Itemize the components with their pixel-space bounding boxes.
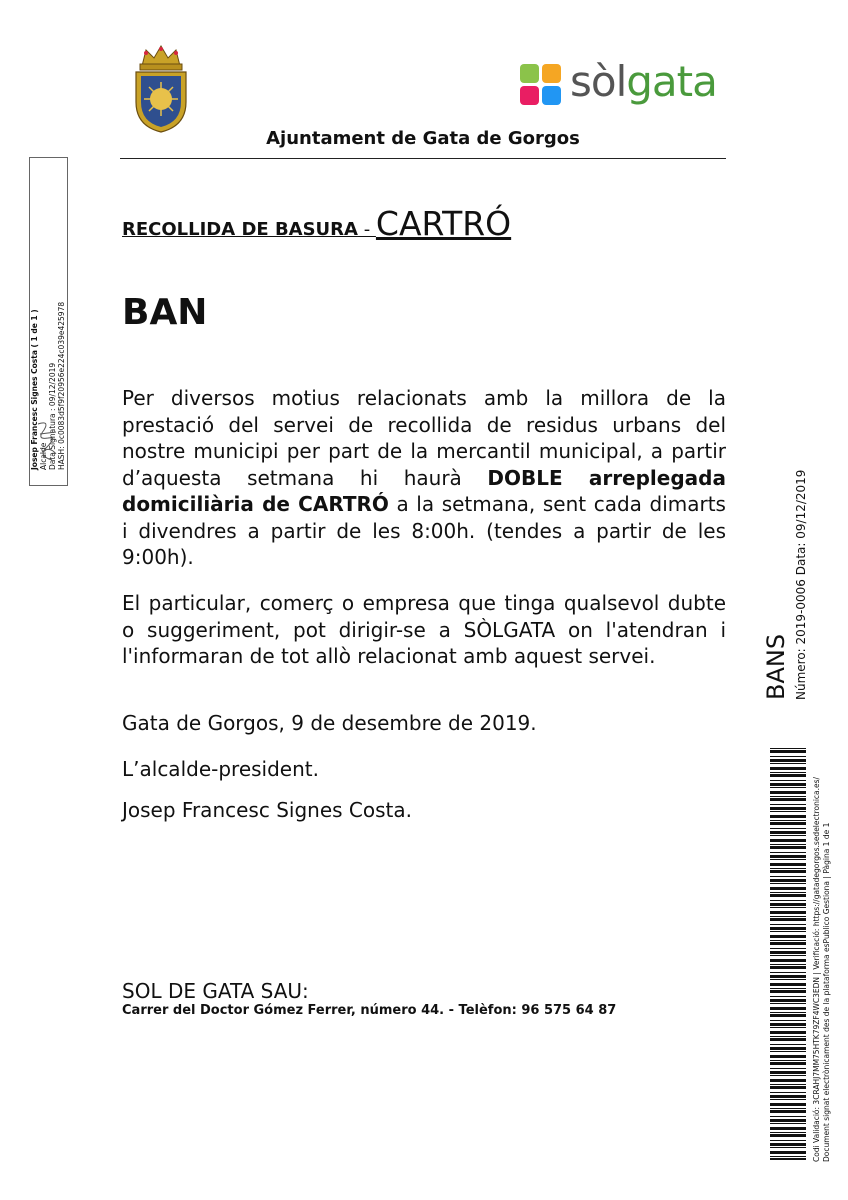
header-divider	[120, 158, 726, 159]
municipal-crest-icon	[132, 44, 190, 134]
signer-name: Josep Francesc Signes Costa.	[122, 798, 412, 822]
barcode-icon	[770, 748, 806, 1160]
signature-name: Josep Francesc Signes Costa ( 1 de 1 )	[30, 309, 39, 470]
body-paragraph-1: Per diversos motius relacionats amb la millora de la prestació del servei de recollida de residus urbans del nostre municipi per part de la mercantil municipal, a partir d’aquesta setmana hi haurà DOBLE arreplegada domiciliària de CARTRÓ a la setmana, sent cada dimarts i divendres a partir de les 8:00h. (tendes a partir de les 9:00h).	[122, 386, 726, 569]
stamp-verification	[812, 742, 842, 1162]
ban-heading: BAN	[122, 292, 208, 333]
place-date: Gata de Gorgos, 9 de desembre de 2019.	[122, 711, 537, 735]
footer-company: SOL DE GATA SAU:	[122, 979, 309, 1003]
title-lead: RECOLLIDA DE BASURA	[122, 219, 358, 240]
highlight-text: DOBLE arreplegada domiciliària de CARTRÓ	[122, 465, 726, 516]
title-main: CARTRÓ	[375, 204, 512, 243]
handwritten-signature-icon	[30, 416, 64, 470]
signature-hash: HASH: 0c0083d5f9f20956e224c039e425978	[57, 301, 66, 470]
footer-address: Carrer del Doctor Gómez Ferrer, número 44. - Telèfon: 96 575 64 87	[122, 1003, 617, 1018]
solgata-logo	[520, 57, 720, 110]
title-separator: -	[357, 219, 376, 240]
document-note: Document signat electrònicament des de la plataforma esPublico Gestiona | Pàgina 1 de 1	[822, 822, 831, 1162]
council-name: Ajuntament de Gata de Gorgos	[266, 128, 580, 149]
body-paragraph-2: El particular, comerç o empresa que tinga qualsevol dubte o suggeriment, pot dirigir-se a SÒLGATA on l'atendran i l'informaran de tot allò relacionat amb aquest servei.	[122, 591, 726, 668]
logo-wordmark: sòlgata	[570, 57, 717, 106]
stamp-number-date: Número: 2019-0006 Data: 09/12/2019	[794, 469, 808, 700]
document-title	[122, 204, 511, 243]
validation-code: Codi Validació: 3CRAHJ7MM75HTK79ZF4WC3EDN | Verificació: https://gatadegorgos.sedelectronica.es/	[812, 776, 821, 1162]
signature-date: Data Signatura : 09/12/2019	[48, 362, 57, 470]
signature-role: Alcalde	[39, 442, 48, 470]
stamp-category: BANS	[762, 633, 790, 700]
logo-tiles-icon	[520, 64, 564, 108]
signer-role: L’alcalde-president.	[122, 757, 319, 781]
stamp-category-wrap	[758, 460, 798, 700]
